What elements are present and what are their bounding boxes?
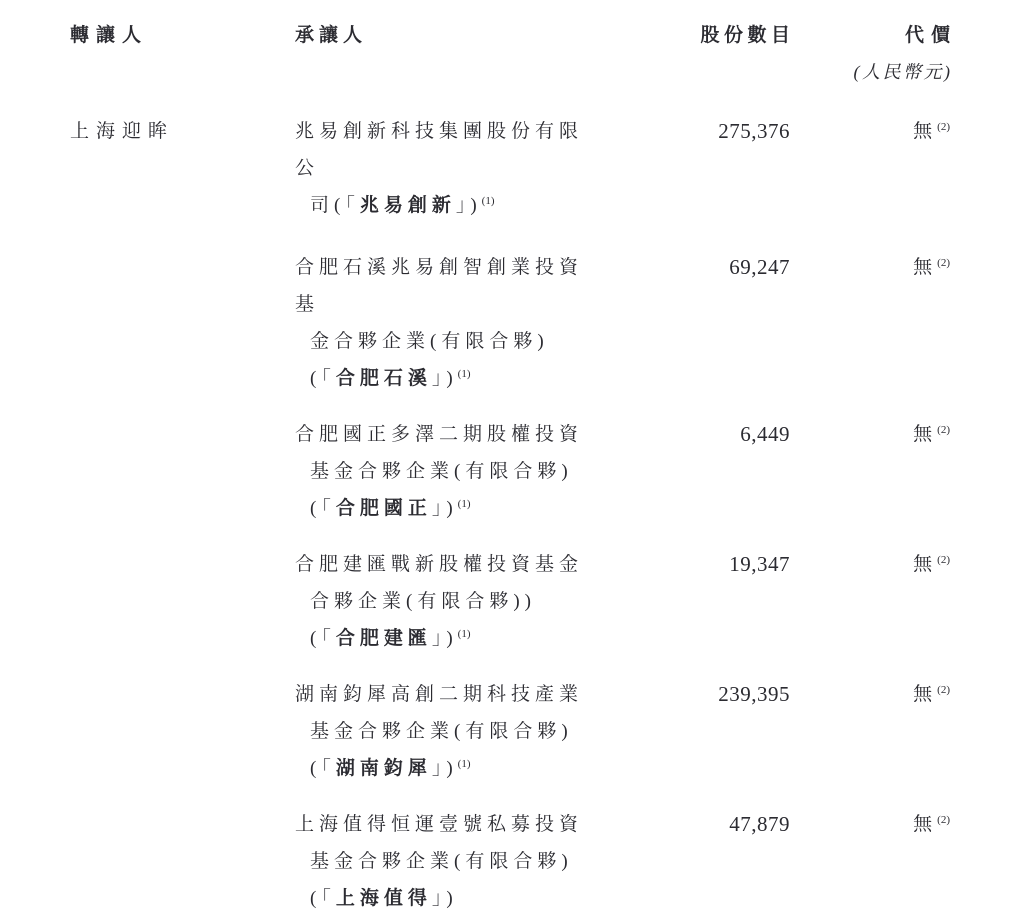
footnote-ref: (1) — [457, 498, 471, 510]
consideration-value: 無 — [913, 424, 938, 445]
text-segment: 」) — [455, 195, 482, 216]
defined-term: 上海值得 — [335, 888, 432, 909]
transferee-line — [295, 323, 605, 360]
transferee-line — [295, 880, 605, 917]
shares-cell: 19,347 — [729, 552, 790, 576]
transferee-line — [295, 843, 605, 880]
transferee-line — [295, 453, 605, 490]
defined-term: 合肥建匯 — [335, 628, 432, 649]
footnote-ref: (1) — [481, 195, 495, 207]
footnote-ref: (2) — [937, 121, 950, 133]
transferee-line — [295, 249, 605, 323]
transferee-line — [295, 360, 605, 400]
footnote-ref: (1) — [457, 758, 471, 770]
transferee-line — [295, 113, 605, 187]
transferee-cell — [295, 546, 605, 660]
text-segment: (「 — [310, 888, 336, 909]
text-segment: (「 — [310, 628, 336, 649]
text-segment: (「 — [310, 498, 336, 519]
header-transferee: 承讓人 — [295, 25, 368, 46]
table-row — [70, 113, 950, 227]
defined-term: 合肥石溪 — [335, 368, 432, 389]
consideration-cell — [790, 546, 950, 660]
text-segment: 」) — [431, 758, 458, 779]
text-segment: 」) — [431, 368, 458, 389]
text-segment: 合肥石溪兆易創智創業投資基 — [295, 257, 584, 315]
consideration-value: 無 — [913, 814, 938, 835]
consideration-cell — [790, 113, 950, 227]
footnote-ref: (2) — [937, 424, 950, 436]
text-segment: (「 — [310, 368, 336, 389]
transferee-cell — [295, 416, 605, 530]
transferor-cell — [70, 546, 295, 660]
header-consideration-unit: (人民幣元) — [853, 62, 953, 82]
text-segment: 合肥國正多澤二期股權投資 — [295, 424, 584, 445]
header-transferor: 轉讓人 — [70, 25, 149, 46]
consideration-cell — [790, 249, 950, 400]
transferor-cell — [70, 416, 295, 530]
footnote-ref: (1) — [457, 368, 471, 380]
table-row — [70, 806, 950, 917]
transferee-line — [295, 620, 605, 660]
header-shares: 股份數目 — [700, 25, 795, 46]
defined-term: 兆易創新 — [359, 195, 456, 216]
transferor-cell: 上海迎眸 — [70, 121, 175, 142]
text-segment: 」) — [431, 498, 458, 519]
shares-cell: 47,879 — [729, 812, 790, 836]
table-row — [70, 546, 950, 660]
consideration-cell — [790, 416, 950, 530]
transferee-line — [295, 490, 605, 530]
table-body — [70, 113, 950, 917]
consideration-cell — [790, 806, 950, 917]
transferee-line — [295, 416, 605, 453]
transferee-cell — [295, 806, 605, 917]
transferee-line — [295, 546, 605, 583]
consideration-cell — [790, 676, 950, 790]
transferor-cell — [70, 676, 295, 790]
consideration-value: 無 — [913, 257, 938, 278]
transferee-line — [295, 676, 605, 713]
transferee-cell — [295, 113, 605, 227]
shares-cell: 69,247 — [729, 255, 790, 279]
defined-term: 湖南鈞犀 — [335, 758, 432, 779]
transferee-line — [295, 750, 605, 790]
text-segment: 湖南鈞犀高創二期科技產業 — [295, 684, 584, 705]
transferee-line — [295, 583, 605, 620]
text-segment: 」) — [431, 888, 458, 909]
text-segment: 合夥企業(有限合夥)) — [310, 591, 536, 612]
footnote-ref: (2) — [937, 684, 950, 696]
table-row — [70, 416, 950, 530]
footnote-ref: (2) — [937, 554, 950, 566]
footnote-ref: (1) — [457, 628, 471, 640]
transferor-cell — [70, 249, 295, 400]
footnote-ref: (2) — [937, 814, 950, 826]
table-row — [70, 249, 950, 400]
text-segment: 金合夥企業(有限合夥) — [310, 331, 549, 352]
shares-cell: 239,395 — [718, 682, 790, 706]
text-segment: 司(「 — [310, 195, 360, 216]
shares-cell: 275,376 — [718, 119, 790, 143]
consideration-value: 無 — [913, 684, 938, 705]
consideration-value: 無 — [913, 554, 938, 575]
shares-cell: 6,449 — [740, 422, 790, 446]
transferee-cell — [295, 676, 605, 790]
text-segment: 上海值得恒運壹號私募投資 — [295, 814, 584, 835]
consideration-value: 無 — [913, 121, 938, 142]
text-segment: (「 — [310, 758, 336, 779]
transferee-line — [295, 713, 605, 750]
transferee-line — [295, 187, 605, 227]
share-transfer-table — [70, 17, 957, 917]
text-segment: 基金合夥企業(有限合夥) — [310, 851, 573, 872]
header-consideration-label: 代價 — [904, 25, 957, 46]
defined-term: 合肥國正 — [335, 498, 432, 519]
transferor-cell — [70, 806, 295, 917]
text-segment: 」) — [431, 628, 458, 649]
footnote-ref: (2) — [937, 257, 950, 269]
transferee-line — [295, 806, 605, 843]
text-segment: 基金合夥企業(有限合夥) — [310, 721, 573, 742]
table-header — [70, 17, 957, 91]
text-segment: 兆易創新科技集團股份有限公 — [295, 121, 584, 179]
table-row — [70, 676, 950, 790]
text-segment: 合肥建匯戰新股權投資基金 — [295, 554, 584, 575]
text-segment: 基金合夥企業(有限合夥) — [310, 461, 573, 482]
transferee-cell — [295, 249, 605, 400]
header-consideration — [790, 17, 957, 91]
